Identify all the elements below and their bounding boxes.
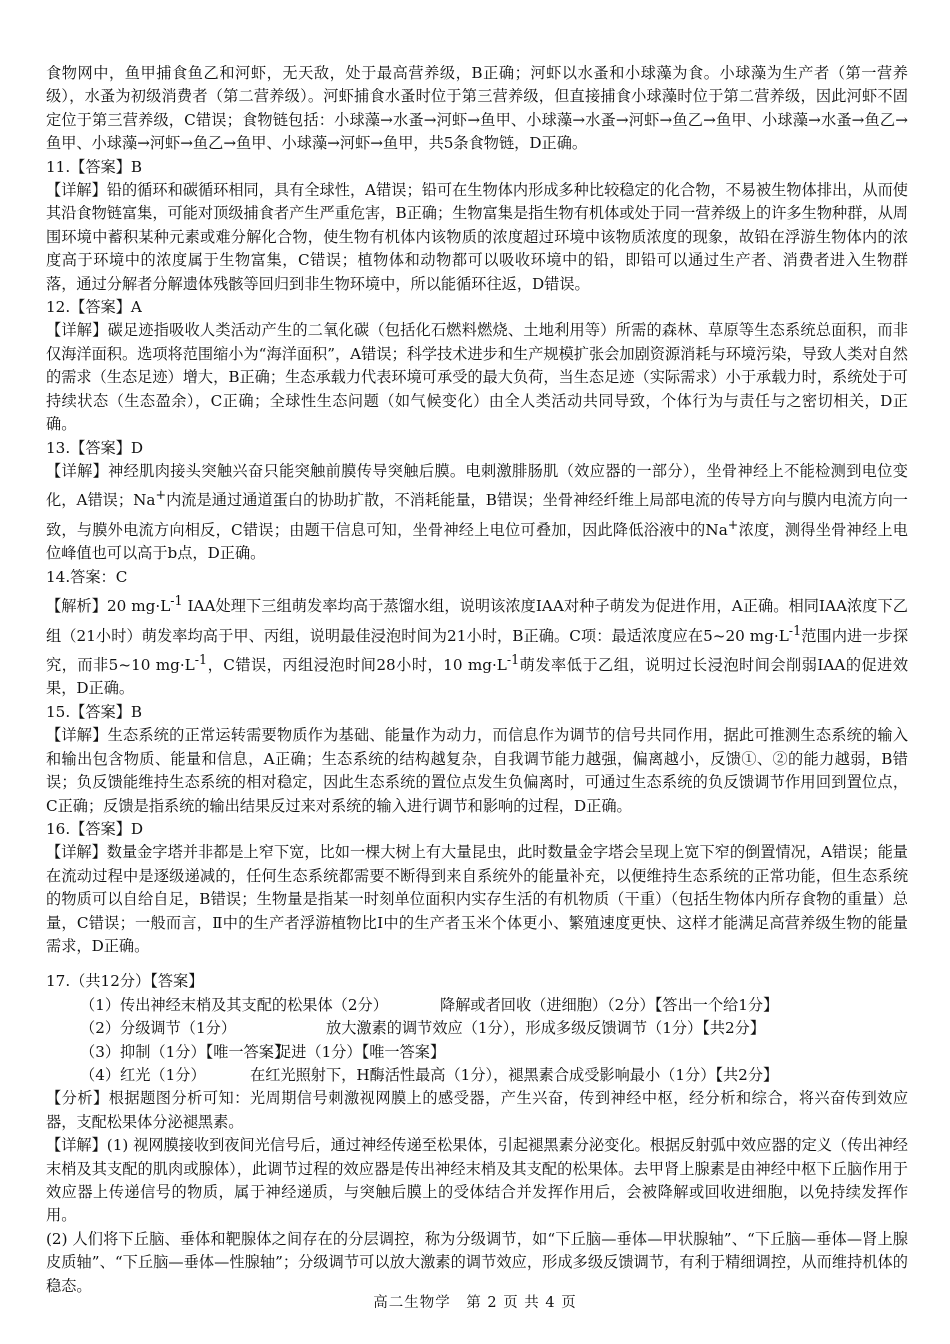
- q17-detail-2: (2) 人们将下丘脑、垂体和靶腺体之间存在的分层调控，称为分级调节，如“下丘脑—垂体—甲状腺轴”、“下丘脑—垂体—肾上腺皮质轴”、“下丘脑—垂体—性腺轴”；分级调节可以放大激素的调节效应，形成多级反馈调节，有利于精细调控，从而维持机体的稳态。: [46, 1229, 908, 1295]
- q11-detail: 【详解】铅的循环和碳循环相同，具有全球性，A错误；铅可在生物体内形成多种比较稳定的化合物，不易被生物体排出，从而使其沿食物链富集，可能对顶级捕食者产生严重危害，B正确；生物富集是指生物有机体或处于同一营养级上的许多生物种群，从周围环境中蓄积某种元素或难分解化合物，使生物有机体内该物质的浓度超过环境中该物质浓度的现象，故铅在浮游生物体内的浓度高于环境中的浓度属于生物富集，C错误；植物体和动物都可以吸收环境中的铅，即铅可以通过生产者、消费者进入生物群落，通过分解者分解遗体残骸等回归到非生物环境中，所以能循环往返，D错误。: [46, 181, 908, 293]
- q12-answer: 12.【答案】A: [46, 298, 142, 317]
- q17-detail-1: 【详解】(1) 视网膜接收到夜间光信号后，通过神经传递至松果体，引起褪黑素分泌变化。根据反射弧中效应器的定义（传出神经末梢及其支配的肌肉或腺体），此调节过程的效应器是传出神经末梢及其支配的松果体。去甲肾上腺素是由神经中枢下丘脑作用于效应器上传递信号的物质，属于神经递质，与突触后膜上的受体结合并发挥作用后，会被降解或回收进细胞，以免持续发挥作用。: [46, 1136, 908, 1225]
- q15-detail: 【详解】生态系统的正常运转需要物质作为基础、能量作为动力，而信息作为调节的信号共同作用，据此可推测生态系统的输入和输出包含物质、能量和信息，A正确；生态系统的结构越复杂，自我调节能力越强，偏离越小，反馈①、②的能力越弱，B错误；负反馈能维持生态系统的相对稳定，因此生态系统的置位点发生负偏离时，可通过生态系统的负反馈调节作用回到置位点，C正确；反馈是指系统的输出结果反过来对系统的输入进行调节和影响的过程，D正确。: [46, 726, 908, 815]
- section-gap: [46, 958, 908, 970]
- q16-detail: 【详解】数量金字塔并非都是上窄下宽，比如一棵大树上有大量昆虫，此时数量金字塔会呈现上宽下窄的倒置情况，A错误；能量在流动过程中是逐级递减的，任何生态系统都需要不断得到来自系统外的能量补充，以便维持生态系统的正常功能，但生态系统的物质可以自给自足，B错误；生物量是指某一时刻单位面积内实存生活的有机物质（干重）（包括生物体内所存食物的重量）总量，C错误；一般而言，Ⅱ中的生产者浮游植物比Ⅰ中的生产者玉米个体更小、繁殖速度更快、这样才能满足高营养级生物的能量需求，D正确。: [46, 843, 908, 955]
- q16-answer: 16.【答案】D: [46, 819, 144, 838]
- q17-row-2: （2）分级调节（1分） 放大激素的调节效应（1分），形成多级反馈调节（1分）【共2分】: [80, 1019, 766, 1038]
- q17-row-3: （3）抑制（1分）【唯一答案】 促进（1分）【唯一答案】: [80, 1042, 446, 1061]
- q14-detail: 【解析】20 $mg\cdot L^{-1}$ IAA处理下三组萌发率均高于蒸馏水组，说明该浓度IAA对种子萌发为促进作用，A正确。相同IAA浓度下乙组（21小时）萌发率均高于甲、丙组，说明最佳浸泡时间为21小时，B正确。C项：最适浓度应在5~20 $mg\cdot L^{-1}$范围内进一步探究，而非5~10 $mg\cdot L^{-1}$，C错误，丙组浸泡时间28小时，10 $mg\cdot L^{-1}$萌发率低于乙组，说明过长浸泡时间会削弱IAA的促进效果，D正确。: [46, 593, 909, 698]
- q11-answer: 11.【答案】B: [46, 157, 143, 176]
- q17-row-1: （1）传出神经末梢及其支配的松果体（2分） 降解或者回收（进细胞）（2分）【答出一个给1分】: [80, 995, 779, 1014]
- q17-row-4: （4）红光（1分） 在红光照射下，H酶活性最高（1分），褪黑素合成受影响最小（1分）【共2分】: [80, 1065, 779, 1084]
- q13-answer: 13.【答案】D: [46, 438, 144, 457]
- page-footer: 高二生物学 第 2 页 共 4 页: [373, 1295, 577, 1311]
- q13-detail: 【详解】神经肌肉接头突触兴奋只能突触前膜传导突触后膜。电刺激腓肠肌（效应器的一部分），坐骨神经上不能检测到电位变化，A错误；Na+内流是通过通道蛋白的协助扩散，不消耗能量，B错误；坐骨神经纤维上局部电流的传导方向与膜内电流方向一致，与膜外电流方向相反，C错误；由题干信息可知，坐骨神经上电位可叠加，因此降低浴液中的Na+浓度，测得坐骨神经上电位峰值也可以高于b点，D正确。: [46, 461, 908, 563]
- document-body: [46, 62, 908, 1298]
- q17-analysis: 【分析】根据题图分析可知：光周期信号刺激视网膜上的感受器，产生兴奋，传到神经中枢，经分析和综合，将兴奋传到效应器，支配松果体分泌褪黑素。: [46, 1089, 908, 1131]
- q17-header: 17.（共12分）【答案】: [46, 972, 204, 991]
- q12-detail: 【详解】碳足迹指吸收人类活动产生的二氧化碳（包括化石燃料燃烧、土地利用等）所需的森林、草原等生态系统总面积，而非仅海洋面积。选项将范围缩小为“海洋面积”，A错误；科学技术进步和生产规模扩张会加剧资源消耗与环境污染，导致人类对自然的需求（生态足迹）增大，B正确；生态承载力代表环境可承受的最大负荷，当生态足迹（实际需求）小于承载力时，系统处于可持续状态（生态盈余），C正确；全球性生态问题（如气候变化）由全人类活动共同导致，个体行为与责任与之密切相关，D正确。: [46, 321, 908, 434]
- q14-answer: 14.答案：C: [46, 567, 128, 586]
- intro-paragraph: 食物网中，鱼甲捕食鱼乙和河虾，无天敌，处于最高营养级，B正确；河虾以水蚤和小球藻为食。小球藻为生产者（第一营养级），水蚤为初级消费者（第二营养级）。河虾捕食水蚤时位于第三营养级，但直接捕食小球藻时位于第二营养级，因此河虾不固定位于第三营养级，C错误；食物链包括：小球藻→水蚤→河虾→鱼甲、小球藻→水蚤→河虾→鱼乙→鱼甲、小球藻→水蚤→鱼乙→鱼甲、小球藻→河虾→鱼乙→鱼甲、小球藻→河虾→鱼甲，共5条食物链，D正确。: [46, 64, 908, 153]
- q15-answer: 15.【答案】B: [46, 702, 143, 721]
